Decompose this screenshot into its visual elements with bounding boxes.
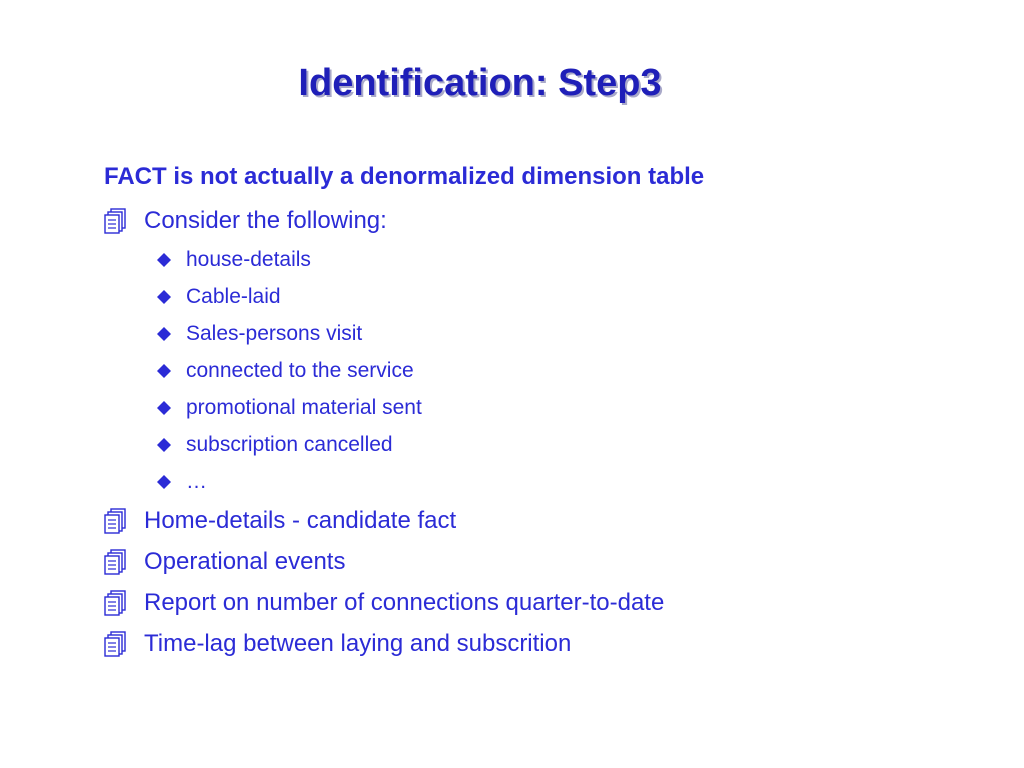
bullet-item — [104, 623, 964, 664]
document-stack-icon — [104, 548, 144, 576]
bullet-item — [104, 541, 964, 582]
bullet-text: Time-lag between laying and subscrition — [144, 629, 572, 657]
slide-heading: FACT is not actually a denormalized dimension table — [104, 163, 705, 190]
sub-bullet-text: Sales-persons visit — [186, 321, 363, 345]
bullet-text: Report on number of connections quarter-to-date — [144, 588, 665, 616]
diamond-icon — [156, 252, 186, 268]
sub-bullet-item — [104, 278, 964, 315]
diamond-icon — [156, 400, 186, 416]
slide-content — [104, 160, 964, 664]
bullet-text: Consider the following: — [144, 206, 387, 234]
diamond-icon — [156, 289, 186, 305]
bullet-item — [104, 200, 964, 241]
bullet-text: Operational events — [144, 547, 346, 575]
sub-bullet-text: connected to the service — [186, 358, 414, 382]
sub-bullet-text: Cable-laid — [186, 284, 281, 308]
sub-bullet-text: … — [186, 469, 207, 493]
sub-bullet-item — [104, 241, 964, 278]
diamond-icon — [156, 437, 186, 453]
document-stack-icon — [104, 589, 144, 617]
document-stack-icon — [104, 207, 144, 235]
sub-bullet-item — [104, 352, 964, 389]
sub-bullet-item — [104, 315, 964, 352]
sub-bullet-item — [104, 389, 964, 426]
sub-bullet-text: promotional material sent — [186, 395, 422, 419]
diamond-icon — [156, 474, 186, 490]
diamond-icon — [156, 363, 186, 379]
bullet-item — [104, 500, 964, 541]
bullet-item — [104, 582, 964, 623]
sub-bullet-item — [104, 463, 964, 500]
bullet-text: Home-details - candidate fact — [144, 506, 457, 534]
sub-bullet-list — [104, 241, 964, 500]
document-stack-icon — [104, 507, 144, 535]
sub-bullet-text: subscription cancelled — [186, 432, 393, 456]
slide-title: Identification: Step3 — [298, 62, 662, 104]
sub-bullet-item — [104, 426, 964, 463]
diamond-icon — [156, 326, 186, 342]
sub-bullet-text: house-details — [186, 247, 311, 271]
document-stack-icon — [104, 630, 144, 658]
